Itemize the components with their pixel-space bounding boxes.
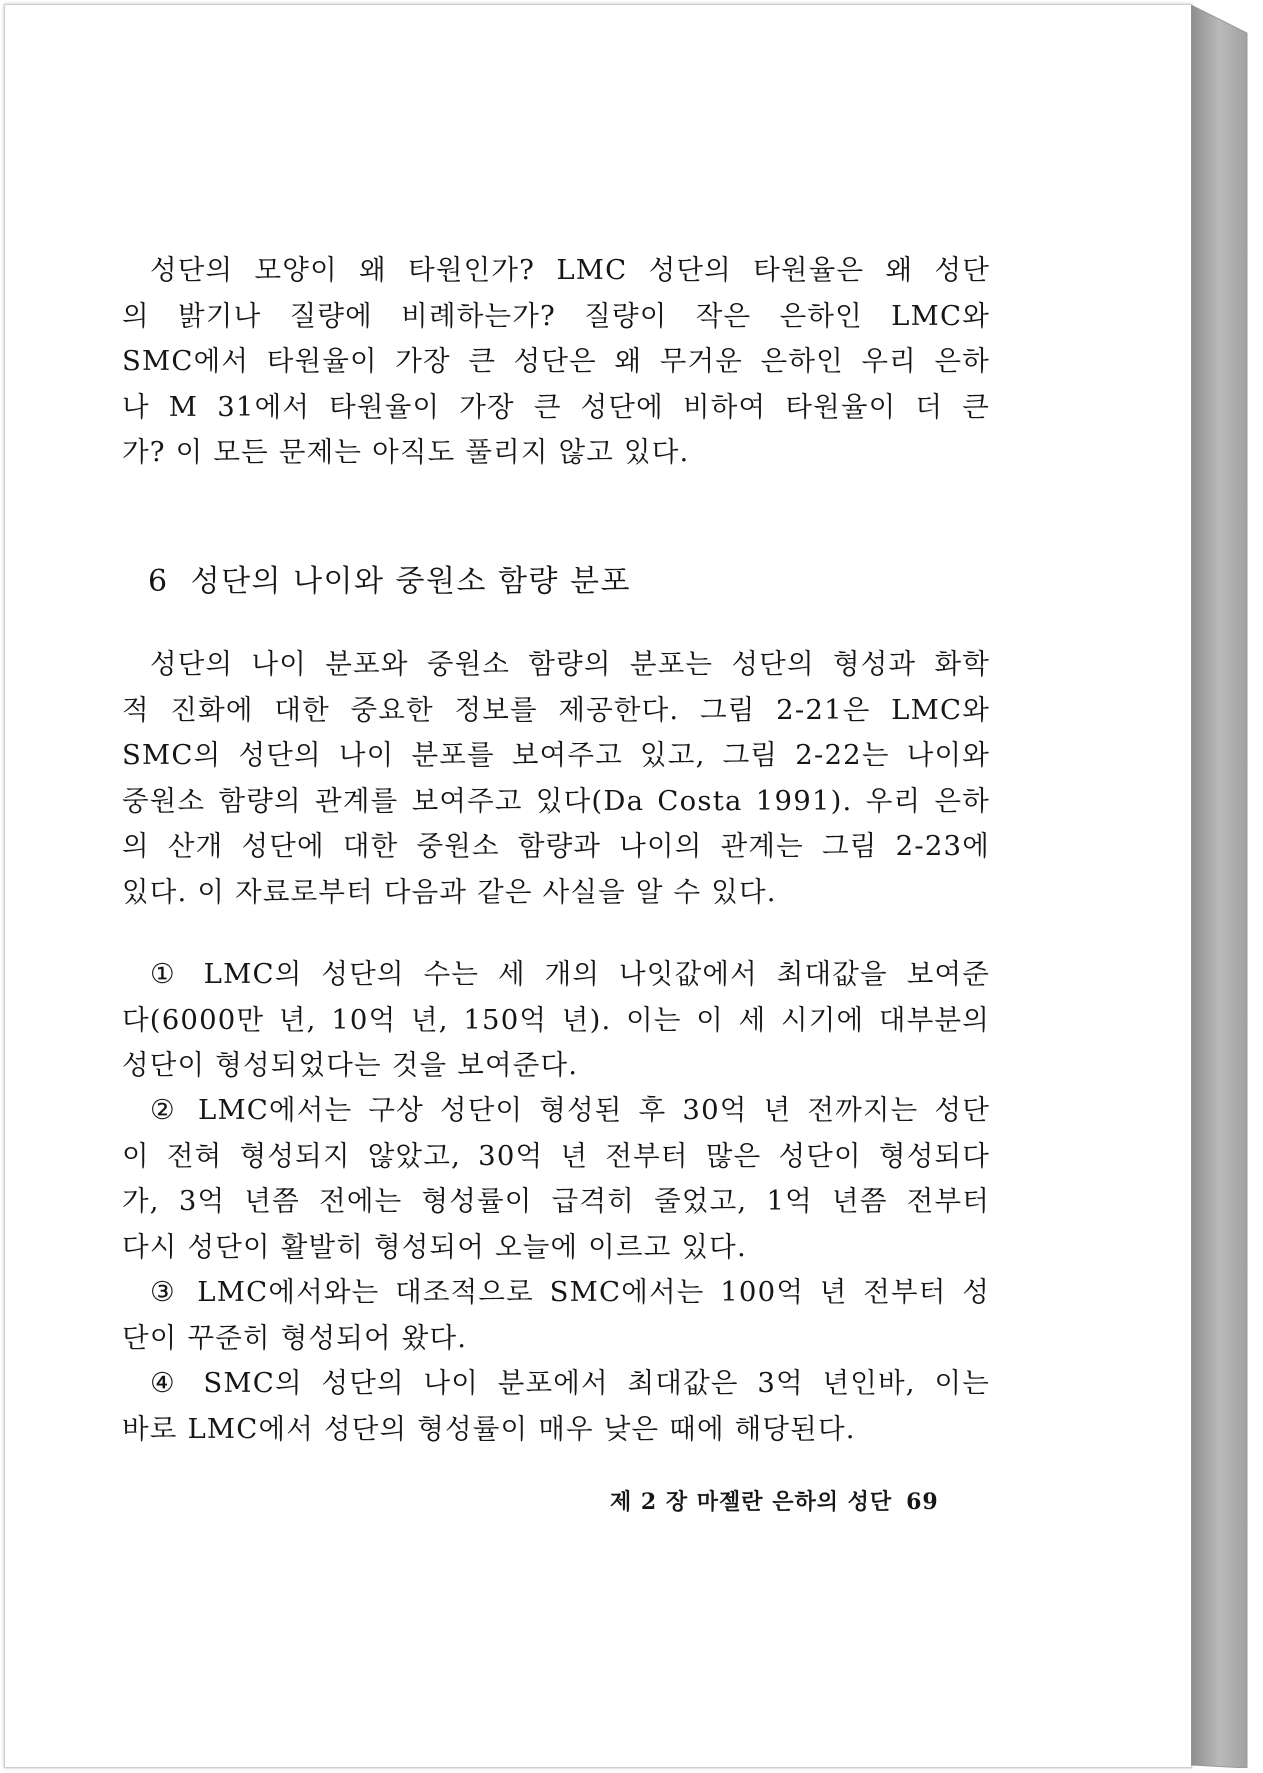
section-title: 성단의 나이와 중원소 함량 분포: [190, 564, 631, 599]
text-line: 단이 꾸준히 형성되어 왔다.: [122, 1321, 468, 1354]
text-line: 의 밝기나 질량에 비례하는가? 질량이 작은 은하인 LMC와: [122, 299, 990, 332]
paragraph-1-text: [122, 248, 990, 476]
text-line: ① LMC의 성단의 수는 세 개의 나잇값에서 최대값을 보여준: [150, 958, 990, 990]
list-item-3: [122, 1270, 990, 1361]
paragraph-2-text: [122, 642, 990, 915]
text-line: 다시 성단이 활발히 형성되어 오늘에 이르고 있다.: [122, 1230, 747, 1263]
paragraph-1: [122, 248, 990, 476]
text-line: 성단의 나이 분포와 중원소 함량의 분포는 성단의 형성과 화학: [150, 648, 990, 680]
text-line: 가? 이 모든 문제는 아직도 풀리지 않고 있다.: [122, 436, 690, 468]
text-line: 다(6000만 년, 10억 년, 150억 년). 이는 이 세 시기에 대부분의: [122, 1003, 990, 1036]
text-line: ③ LMC에서와는 대조적으로 SMC에서는 100억 년 전부터 성: [150, 1276, 990, 1308]
list-item-4: [122, 1361, 990, 1452]
section-heading: [148, 556, 631, 600]
text-line: 바로 LMC에서 성단의 형성률이 매우 낮은 때에 해당된다.: [122, 1412, 856, 1445]
list-item-text: [122, 1361, 990, 1452]
text-line: SMC의 성단의 나이 분포를 보여주고 있고, 그림 2-22는 나이와: [122, 739, 990, 771]
list-item-2: [122, 1088, 990, 1270]
text-line: 중원소 함량의 관계를 보여주고 있다(Da Costa 1991). 우리 은하: [122, 784, 990, 817]
text-line: ④ SMC의 성단의 나이 분포에서 최대값은 3억 년인바, 이는: [150, 1367, 990, 1399]
book-side-edge: [1191, 5, 1251, 1768]
list-item-text: [122, 952, 990, 1089]
text-line: 의 산개 성단에 대한 중원소 함량과 나이의 관계는 그림 2-23에: [122, 830, 990, 862]
text-line: SMC에서 타원율이 가장 큰 성단은 왜 무거운 은하인 우리 은하: [122, 345, 990, 377]
text-line: ② LMC에서는 구상 성단이 형성된 후 30억 년 전까지는 성단: [150, 1094, 990, 1126]
page-footer: [610, 1485, 939, 1516]
text-line: 이 전혀 형성되지 않았고, 30억 년 전부터 많은 성단이 형성되다: [122, 1139, 990, 1172]
text-line: 성단이 형성되었다는 것을 보여준다.: [122, 1049, 579, 1081]
list-item-text: [122, 1088, 990, 1270]
text-line: 성단의 모양이 왜 타원인가? LMC 성단의 타원율은 왜 성단: [150, 254, 990, 286]
text-line: 나 M 31에서 타원율이 가장 큰 성단에 비하여 타원율이 더 큰: [122, 390, 990, 423]
section-number: 6: [148, 564, 169, 599]
paragraph-2: [122, 642, 990, 915]
list-item-text: [122, 1270, 990, 1361]
page-number: 69: [906, 1489, 939, 1515]
list-item-1: [122, 952, 990, 1089]
text-line: 있다. 이 자료로부터 다음과 같은 사실을 알 수 있다.: [122, 875, 777, 908]
text-line: 적 진화에 대한 중요한 정보를 제공한다. 그림 2-21은 LMC와: [122, 693, 990, 726]
text-line: 가, 3억 년쯤 전에는 형성률이 급격히 줄었고, 1억 년쯤 전부터: [122, 1185, 990, 1217]
chapter-title: 제 2 장 마젤란 은하의 성단: [610, 1489, 893, 1515]
